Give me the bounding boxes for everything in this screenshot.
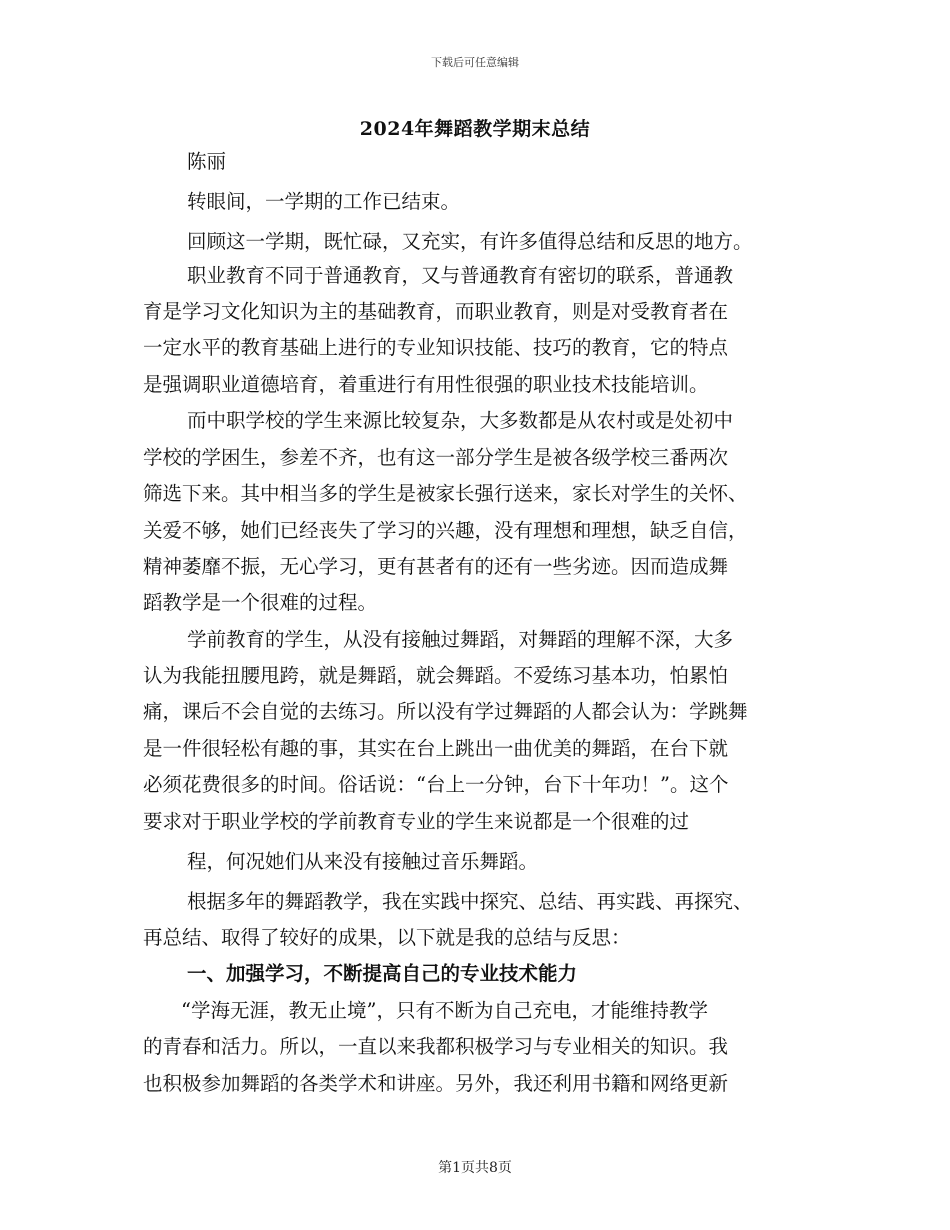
body-line: 育是学习文化知识为主的基础教育，而职业教育，则是对受教育者在 xyxy=(143,300,729,323)
section-heading: 一、加强学习，不断提高自己的专业技术能力 xyxy=(187,962,578,985)
body-line: 学前教育的学生，从没有接触过舞蹈，对舞蹈的理解不深，大多 xyxy=(187,628,734,651)
body-line: 要求对于职业学校的学前教育专业的学生来说都是一个很难的过 xyxy=(143,810,690,833)
body-line: 转眼间，一学期的工作已结束。 xyxy=(187,190,461,213)
body-line: 筛选下来。其中相当多的学生是被家长强行送来，家长对学生的关怀、 xyxy=(143,482,748,505)
body-line: 学校的学困生，参差不齐，也有这一部分学生是被各级学校三番两次 xyxy=(143,446,729,469)
page-footer: 第1页共8页 xyxy=(438,1160,512,1176)
body-line: 回顾这一学期，既忙碌，又充实，有许多值得总结和反思的地方。 xyxy=(187,230,753,253)
body-line: 陈丽 xyxy=(187,150,227,173)
body-line: 关爱不够，她们已经丧失了学习的兴趣，没有理想和理想，缺乏自信， xyxy=(143,519,748,542)
body-line: 必须花费很多的时间。俗话说：“台上一分钟，台下十年功！”。这个 xyxy=(143,773,729,796)
body-line: “学海无涯，教无止境”，只有不断为自己充电，才能维持教学 xyxy=(181,999,708,1022)
body-line: 的青春和活力。所以，一直以来我都积极学习与专业相关的知识。我 xyxy=(143,1035,729,1058)
body-line: 痛，课后不会自觉的去练习。所以没有学过舞蹈的人都会认为：学跳舞 xyxy=(143,700,748,723)
body-line: 一定水平的教育基础上进行的专业知识技能、技巧的教育，它的特点 xyxy=(143,336,729,359)
header-note: 下载后可任意编辑 xyxy=(431,56,519,69)
body-line: 蹈教学是一个很难的过程。 xyxy=(143,591,378,614)
body-line: 程，何况她们从来没有接触过音乐舞蹈。 xyxy=(187,850,539,873)
body-line: 是强调职业道德培育，着重进行有用性很强的职业技术技能培训。 xyxy=(143,373,709,396)
body-line: 精神萎靡不振，无心学习，更有甚者有的还有一些劣迹。因而造成舞 xyxy=(143,555,729,578)
body-line: 也积极参加舞蹈的各类学术和讲座。另外，我还利用书籍和网络更新 xyxy=(143,1072,729,1095)
body-line: 而中职学校的学生来源比较复杂，大多数都是从农村或是处初中 xyxy=(187,409,734,432)
body-line: 是一件很轻松有趣的事，其实在台上跳出一曲优美的舞蹈，在台下就 xyxy=(143,737,729,760)
body-line: 职业教育不同于普通教育，又与普通教育有密切的联系，普通教 xyxy=(187,264,734,287)
body-line: 认为我能扭腰甩跨，就是舞蹈，就会舞蹈。不爱练习基本功，怕累怕 xyxy=(143,664,729,687)
document-title: 2024年舞蹈教学期末总结 xyxy=(359,118,591,140)
body-line: 根据多年的舞蹈教学，我在实践中探究、总结、再实践、再探究、 xyxy=(187,890,753,913)
body-line: 再总结、取得了较好的成果，以下就是我的总结与反思： xyxy=(143,926,631,949)
